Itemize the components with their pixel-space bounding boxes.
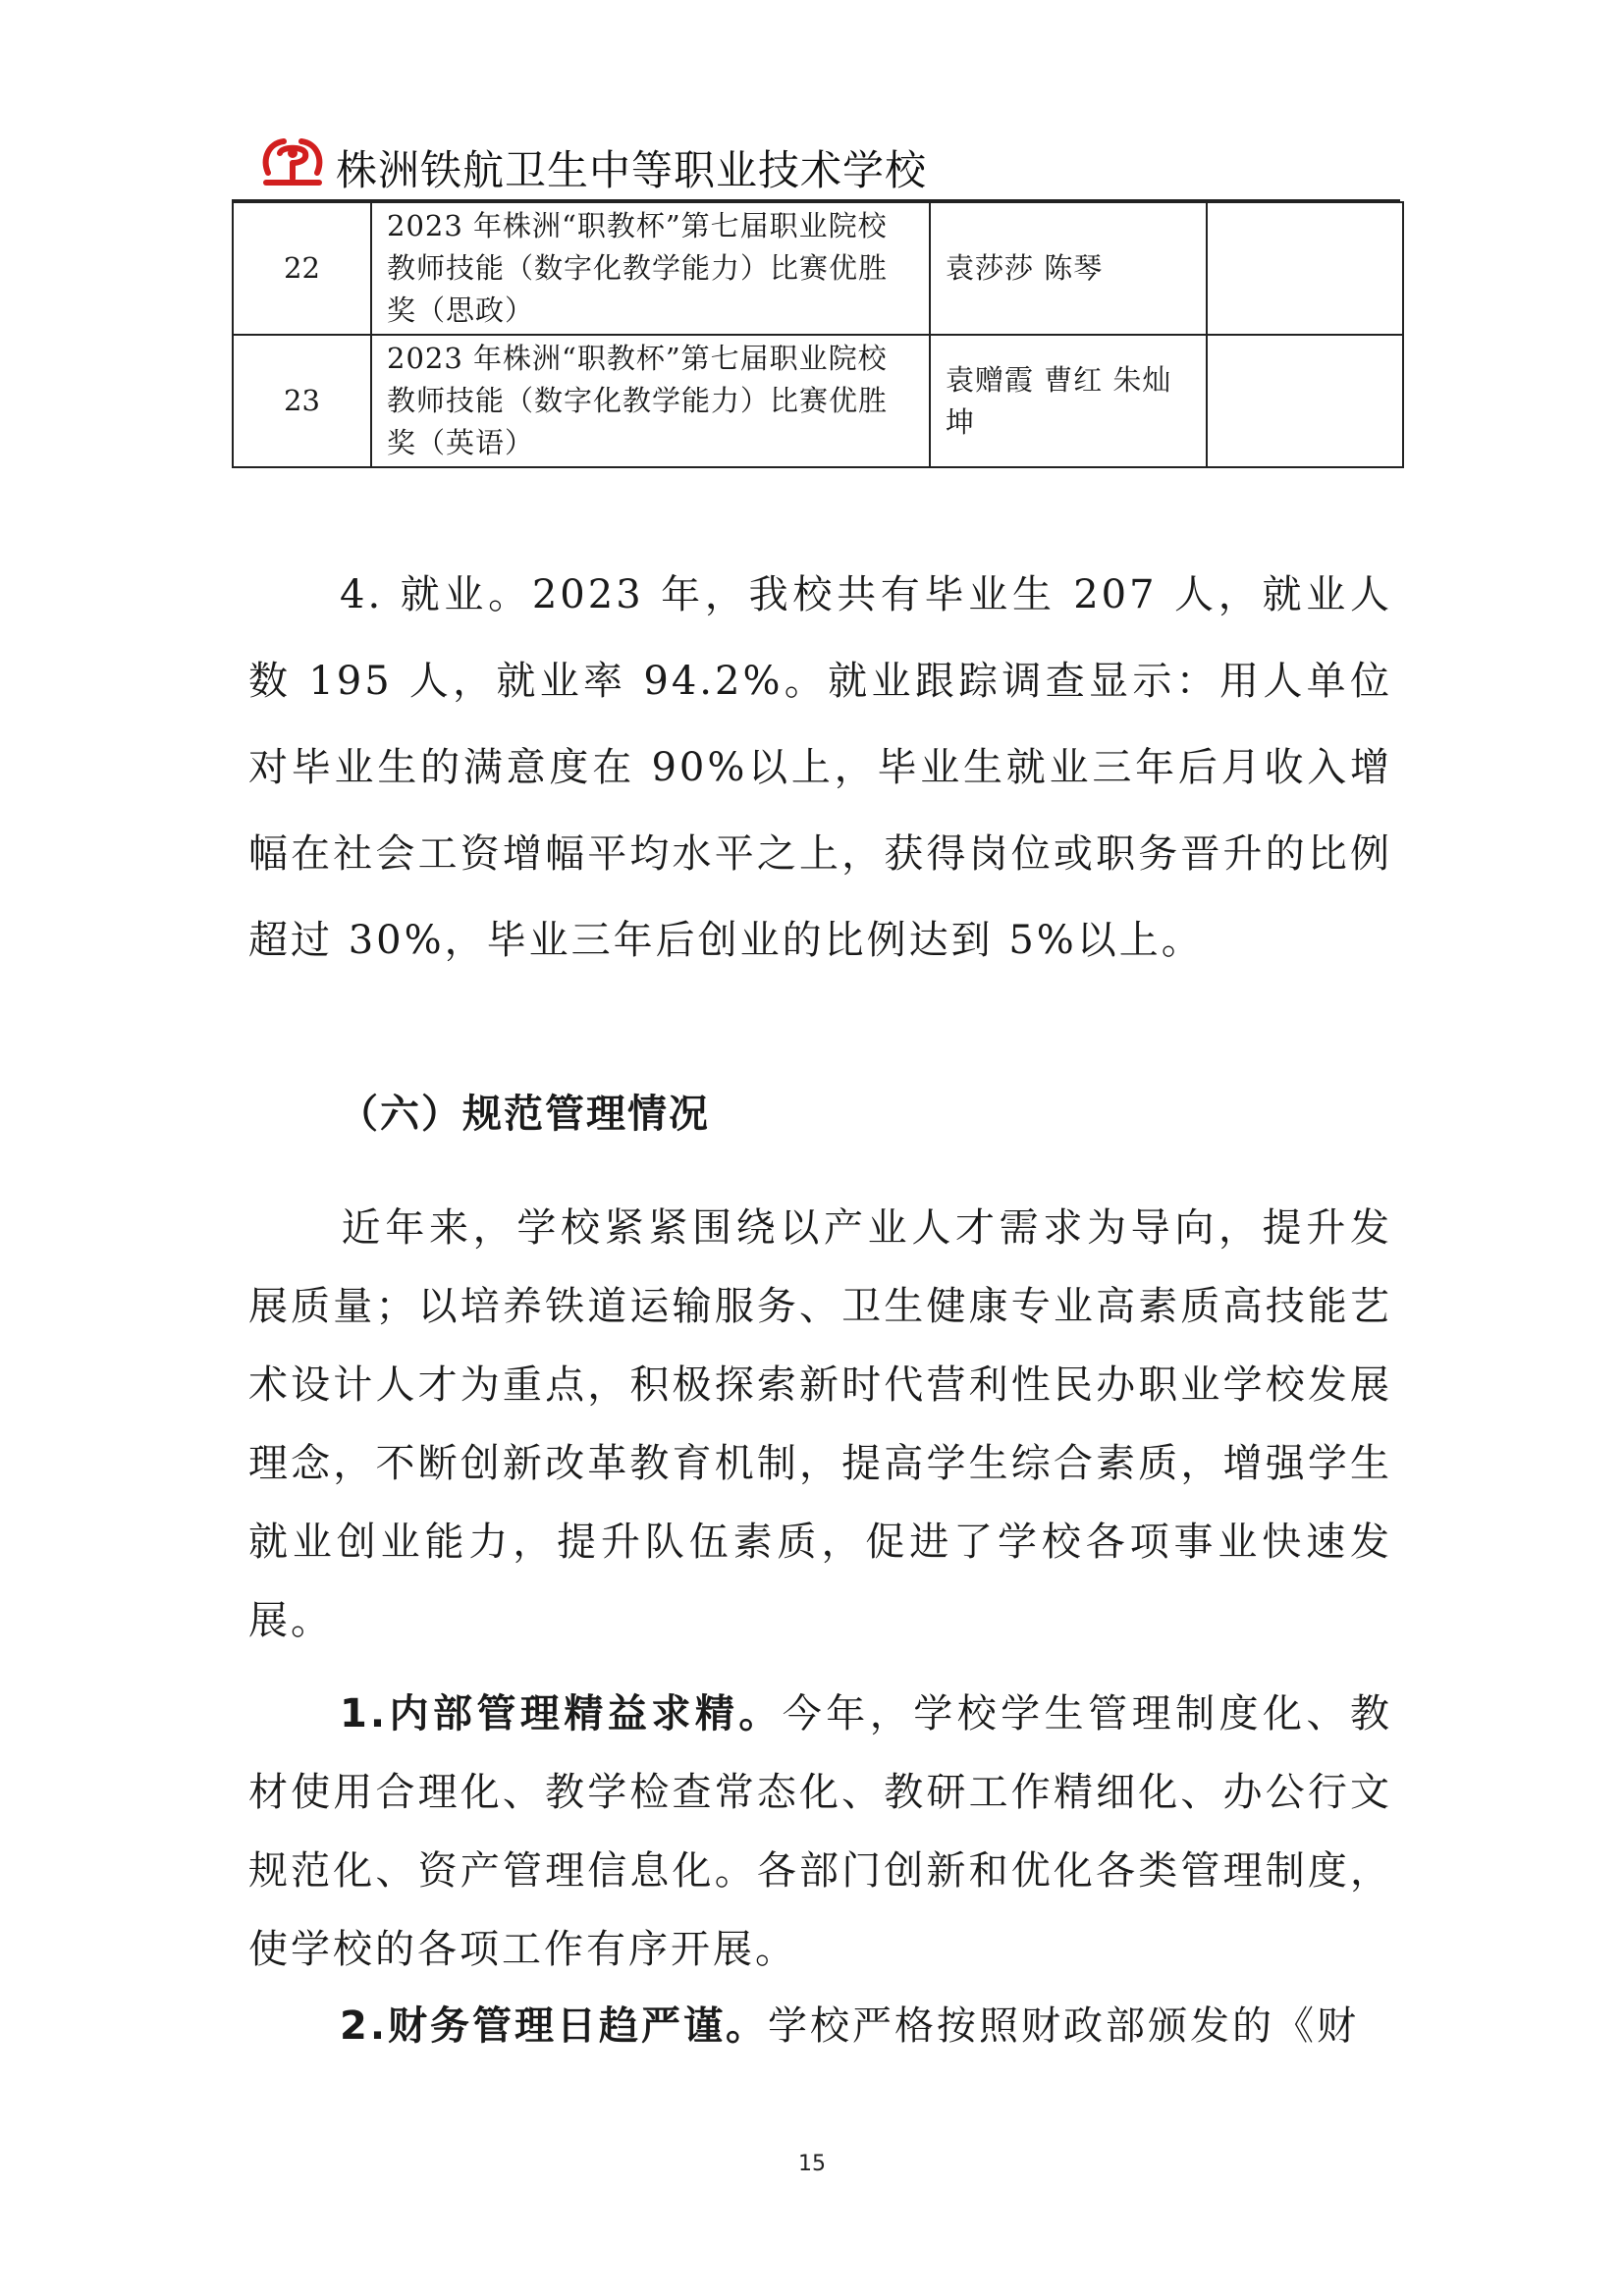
award-name: 2023 年株洲“职教杯”第七届职业院校教师技能（数字化教学能力）比赛优胜奖（英语）	[371, 335, 930, 467]
header-school-name: 株洲铁航卫生中等职业技术学校	[336, 146, 928, 194]
school-logo	[258, 133, 327, 190]
employment-paragraph	[248, 552, 1392, 984]
item-1-title: 1.内部管理精益求精。	[340, 1691, 783, 1736]
row-number: 22	[233, 202, 371, 335]
teacher-names: 袁赠霞 曹红 朱灿坤	[930, 335, 1207, 467]
note-cell	[1207, 335, 1403, 467]
employment-text: 4. 就业。2023 年，我校共有毕业生 207 人，就业人数 195 人，就业率 94.2%。就业跟踪调查显示：用人单位对毕业生的满意度在 90%以上，毕业生就业三年后月收入增幅在社会工资增幅平均水平之上，获得岗位或职务晋升的比例超过 30%，毕业三年后创业的比例达到 5%以上。	[248, 572, 1392, 963]
management-item-1	[248, 1675, 1392, 1989]
item-2-text: 学校严格按照财政部颁发的《财	[768, 2003, 1360, 2049]
intro-text: 近年来，学校紧紧围绕以产业人才需求为导向，提升发展质量；以培养铁道运输服务、卫生健康专业高素质高技能艺术设计人才为重点，积极探索新时代营利性民办职业学校发展理念，不断创新改革教育机制，提高学生综合素质，增强学生就业创业能力，提升队伍素质，促进了学校各项事业快速发展。	[248, 1205, 1392, 1643]
page-number: 15	[798, 2152, 826, 2176]
section-heading: （六）规范管理情况	[339, 1092, 710, 1137]
awards-table	[232, 201, 1404, 468]
table-row	[233, 202, 1403, 335]
item-2-title: 2.财务管理日趋严谨。	[340, 2003, 769, 2049]
note-cell	[1207, 202, 1403, 335]
award-name: 2023 年株洲“职教杯”第七届职业院校教师技能（数字化教学能力）比赛优胜奖（思政）	[371, 202, 930, 335]
item-1-text: 今年，学校学生管理制度化、教材使用合理化、教学检查常态化、教研工作精细化、办公行文规范化、资产管理信息化。各部门创新和优化各类管理制度，使学校的各项工作有序开展。	[248, 1691, 1392, 1972]
row-number: 23	[233, 335, 371, 467]
management-intro	[248, 1189, 1392, 1660]
table-row	[233, 335, 1403, 467]
teacher-names: 袁莎莎 陈琴	[930, 202, 1207, 335]
management-item-2	[248, 1987, 1392, 2065]
